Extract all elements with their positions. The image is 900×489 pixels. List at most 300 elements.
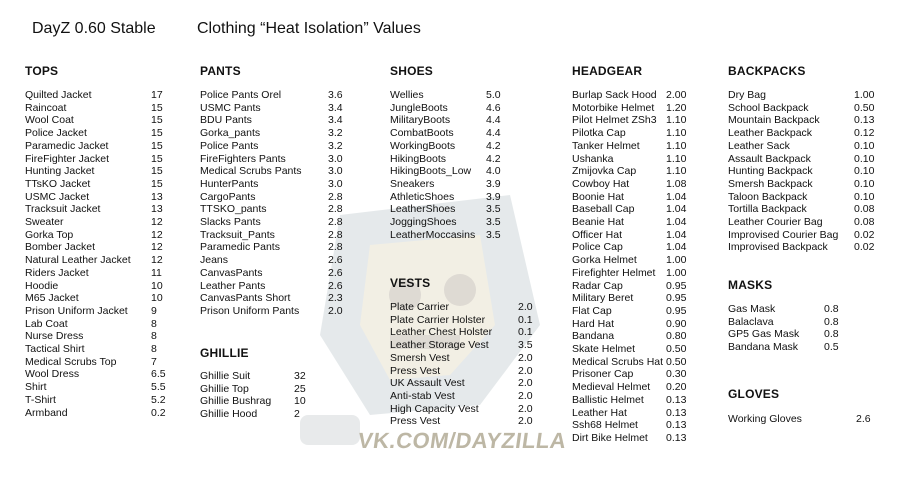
list-item xyxy=(25,153,175,166)
item-value: 0.10 xyxy=(854,152,875,165)
vests-list xyxy=(390,301,542,428)
list-item xyxy=(728,203,878,216)
item-name: CombatBoots xyxy=(390,127,454,140)
item-value: 1.08 xyxy=(666,177,687,190)
list-item xyxy=(390,153,510,166)
item-name: Cowboy Hat xyxy=(572,177,630,190)
item-value: 4.6 xyxy=(486,101,501,114)
item-name: Pilotka Cap xyxy=(572,127,626,140)
list-item xyxy=(200,191,352,204)
item-value: 2.0 xyxy=(518,364,533,377)
item-name: CanvasPants xyxy=(200,266,263,279)
item-name: Slacks Pants xyxy=(200,216,261,229)
list-item xyxy=(200,408,314,421)
item-value: 2.0 xyxy=(328,304,343,317)
item-name: Working Gloves xyxy=(728,413,802,425)
item-value: 2.8 xyxy=(328,241,343,254)
item-name: Sneakers xyxy=(390,177,435,190)
list-item xyxy=(390,326,542,339)
item-name: Jeans xyxy=(200,254,229,267)
item-name: Press Vest xyxy=(390,364,441,377)
list-item xyxy=(25,254,175,267)
list-item xyxy=(572,381,696,394)
list-item xyxy=(728,303,848,316)
item-value: 2.0 xyxy=(518,402,533,415)
item-name: WorkingBoots xyxy=(390,139,456,152)
list-item xyxy=(572,305,696,318)
list-item xyxy=(572,127,696,140)
item-value: 2 xyxy=(294,408,300,421)
list-item xyxy=(390,415,542,428)
item-name: Leather Sack xyxy=(728,139,790,152)
item-name: Armband xyxy=(25,406,68,419)
list-item xyxy=(728,191,878,204)
item-name: Prisoner Cap xyxy=(572,368,634,381)
list-item xyxy=(25,229,175,242)
item-name: Paramedic Jacket xyxy=(25,139,109,152)
item-name: Lab Coat xyxy=(25,317,68,330)
item-value: 0.08 xyxy=(854,216,875,229)
item-name: Hunting Backpack xyxy=(728,165,813,178)
list-item xyxy=(572,89,696,102)
item-name: Press Vest xyxy=(390,415,441,428)
item-name: Improvised Backpack xyxy=(728,241,828,254)
item-value: 2.8 xyxy=(328,228,343,241)
item-value: 3.5 xyxy=(486,216,501,229)
item-name: Bandana xyxy=(572,330,615,343)
item-value: 0.12 xyxy=(854,127,875,140)
list-item xyxy=(25,356,175,369)
list-item xyxy=(25,114,175,127)
item-name: Skate Helmet xyxy=(572,343,636,356)
section-title-shoes: SHOES xyxy=(390,64,434,78)
section-title-headgear: HEADGEAR xyxy=(572,64,643,78)
list-item xyxy=(200,370,314,383)
list-item xyxy=(200,292,352,305)
item-name: Shirt xyxy=(25,381,47,394)
list-item xyxy=(390,365,542,378)
shoes-list xyxy=(390,89,510,241)
item-name: Paramedic Pants xyxy=(200,241,280,254)
item-value: 1.10 xyxy=(666,165,687,178)
list-item xyxy=(200,254,352,267)
list-item xyxy=(200,305,352,318)
item-name: JungleBoots xyxy=(390,101,448,114)
list-item xyxy=(572,254,696,267)
item-value: 8 xyxy=(151,317,157,330)
item-name: Sweater xyxy=(25,216,64,229)
item-name: Police Pants Orel xyxy=(200,89,282,101)
item-value: 8 xyxy=(151,330,157,343)
item-name: CargoPants xyxy=(200,190,256,203)
item-value: 1.10 xyxy=(666,139,687,152)
item-name: Assault Backpack xyxy=(728,152,811,165)
item-value: 0.95 xyxy=(666,304,687,317)
list-item xyxy=(572,203,696,216)
item-name: School Backpack xyxy=(728,101,809,114)
list-item xyxy=(390,165,510,178)
list-item xyxy=(25,140,175,153)
item-name: Tracksuit Jacket xyxy=(25,203,101,216)
item-name: Gorka_pants xyxy=(200,127,261,140)
tops-list xyxy=(25,89,175,419)
list-item xyxy=(728,165,878,178)
item-name: Wool Coat xyxy=(25,114,74,127)
document-subtitle: Clothing “Heat Isolation” Values xyxy=(197,20,421,37)
item-name: Plate Carrier Holster xyxy=(390,313,486,326)
list-item xyxy=(200,114,352,127)
item-value: 1.10 xyxy=(666,127,687,140)
item-value: 0.8 xyxy=(824,328,839,341)
item-value: 2.0 xyxy=(518,415,533,428)
item-name: Firefighter Helmet xyxy=(572,266,656,279)
list-item xyxy=(728,216,878,229)
item-name: Wellies xyxy=(390,89,424,101)
item-name: Plate Carrier xyxy=(390,301,449,313)
list-item xyxy=(572,394,696,407)
item-value: 2.0 xyxy=(518,351,533,364)
item-value: 3.6 xyxy=(328,89,343,101)
section-title-backpacks: BACKPACKS xyxy=(728,64,806,78)
item-name: Ballistic Helmet xyxy=(572,393,644,406)
section-title-vests: VESTS xyxy=(390,276,431,290)
item-value: 0.90 xyxy=(666,317,687,330)
item-value: 4.4 xyxy=(486,114,501,127)
list-item xyxy=(390,229,510,242)
list-item xyxy=(572,191,696,204)
item-name: Nurse Dress xyxy=(25,330,84,343)
item-value: 3.4 xyxy=(328,101,343,114)
item-value: 0.50 xyxy=(666,343,687,356)
item-name: Leather Hat xyxy=(572,406,627,419)
item-name: Police Cap xyxy=(572,241,623,254)
item-value: 0.10 xyxy=(854,190,875,203)
list-item xyxy=(25,305,175,318)
item-value: 2.3 xyxy=(328,292,343,305)
list-item xyxy=(25,241,175,254)
item-name: Leather Chest Holster xyxy=(390,326,493,339)
list-item xyxy=(728,178,878,191)
list-item xyxy=(728,413,880,426)
item-value: 4.0 xyxy=(486,165,501,178)
item-value: 1.00 xyxy=(666,266,687,279)
item-name: LeatherShoes xyxy=(390,203,456,216)
item-name: Anti-stab Vest xyxy=(390,389,455,402)
item-name: Medical Scrubs Top xyxy=(25,355,117,368)
list-item xyxy=(572,165,696,178)
list-item xyxy=(25,127,175,140)
item-value: 15 xyxy=(151,152,163,165)
item-name: Zmijovka Cap xyxy=(572,165,637,178)
list-item xyxy=(200,153,352,166)
list-item xyxy=(572,419,696,432)
item-value: 0.10 xyxy=(854,139,875,152)
list-item xyxy=(572,229,696,242)
section-title-pants: PANTS xyxy=(200,64,241,78)
list-item xyxy=(390,314,542,327)
list-item xyxy=(390,403,542,416)
item-name: Military Beret xyxy=(572,292,634,305)
list-item xyxy=(25,292,175,305)
list-item xyxy=(572,153,696,166)
item-name: Dirt Bike Helmet xyxy=(572,431,648,444)
item-name: TTSKO_pants xyxy=(200,203,267,216)
item-value: 3.4 xyxy=(328,114,343,127)
item-name: Burlap Sack Hood xyxy=(572,89,657,101)
item-name: Bomber Jacket xyxy=(25,241,96,254)
item-value: 2.6 xyxy=(328,254,343,267)
item-name: M65 Jacket xyxy=(25,292,79,305)
item-name: Medieval Helmet xyxy=(572,381,651,394)
item-name: Leather Backpack xyxy=(728,127,813,140)
item-value: 6.5 xyxy=(151,368,166,381)
item-value: 4.2 xyxy=(486,139,501,152)
list-item xyxy=(200,395,314,408)
item-value: 0.95 xyxy=(666,292,687,305)
item-name: Boonie Hat xyxy=(572,190,624,203)
item-value: 15 xyxy=(151,127,163,140)
item-value: 4.4 xyxy=(486,127,501,140)
item-value: 2.6 xyxy=(328,266,343,279)
item-value: 0.50 xyxy=(854,101,875,114)
item-name: Tortilla Backpack xyxy=(728,203,807,216)
item-name: HikingBoots xyxy=(390,152,447,165)
list-item xyxy=(572,407,696,420)
document-title: DayZ 0.60 Stable xyxy=(32,20,156,37)
item-name: JoggingShoes xyxy=(390,216,457,229)
list-item xyxy=(25,216,175,229)
item-name: Gas Mask xyxy=(728,303,776,315)
list-item xyxy=(572,280,696,293)
item-value: 0.50 xyxy=(666,355,687,368)
item-value: 0.13 xyxy=(854,114,875,127)
item-value: 17 xyxy=(151,89,163,101)
item-value: 10 xyxy=(294,395,306,408)
item-value: 1.04 xyxy=(666,190,687,203)
item-value: 5.0 xyxy=(486,89,501,101)
item-name: FireFighters Pants xyxy=(200,152,286,165)
item-name: Police Pants xyxy=(200,139,259,152)
item-name: Gorka Top xyxy=(25,228,74,241)
list-item xyxy=(200,216,352,229)
list-item xyxy=(25,178,175,191)
item-name: MilitaryBoots xyxy=(390,114,451,127)
list-item xyxy=(25,368,175,381)
ghillie-list xyxy=(200,370,314,421)
item-name: BDU Pants xyxy=(200,114,252,127)
item-value: 0.13 xyxy=(666,393,687,406)
item-value: 11 xyxy=(151,266,162,279)
watermark-text: VK.COM/DAYZILLA xyxy=(356,428,569,453)
item-name: Tracksuit_Pants xyxy=(200,228,275,241)
item-name: Medical Scrubs Pants xyxy=(200,165,302,178)
list-item xyxy=(390,191,510,204)
list-item xyxy=(572,216,696,229)
item-value: 0.1 xyxy=(518,326,533,339)
item-name: Natural Leather Jacket xyxy=(25,254,131,267)
item-name: Baseball Cap xyxy=(572,203,635,216)
item-value: 2.6 xyxy=(328,279,343,292)
list-item xyxy=(728,127,878,140)
item-value: 12 xyxy=(151,228,163,241)
list-item xyxy=(390,178,510,191)
item-value: 2.8 xyxy=(328,216,343,229)
item-value: 15 xyxy=(151,139,163,152)
item-value: 3.5 xyxy=(518,339,533,352)
item-name: USMC Jacket xyxy=(25,190,90,203)
list-item xyxy=(572,343,696,356)
list-item xyxy=(390,216,510,229)
item-name: Bandana Mask xyxy=(728,341,799,354)
item-value: 1.04 xyxy=(666,241,687,254)
item-name: LeatherMoccasins xyxy=(390,228,476,241)
item-value: 9 xyxy=(151,304,157,317)
item-name: TTsKO Jacket xyxy=(25,177,91,190)
item-name: Police Jacket xyxy=(25,127,87,140)
list-item xyxy=(390,352,542,365)
list-item xyxy=(200,165,352,178)
item-name: Motorbike Helmet xyxy=(572,101,655,114)
item-value: 12 xyxy=(151,216,163,229)
item-value: 3.0 xyxy=(328,152,343,165)
item-value: 3.2 xyxy=(328,139,343,152)
item-name: Beanie Hat xyxy=(572,216,624,229)
list-item xyxy=(728,229,878,242)
list-item xyxy=(390,203,510,216)
list-item xyxy=(200,102,352,115)
item-value: 13 xyxy=(151,203,163,216)
item-value: 3.0 xyxy=(328,177,343,190)
list-item xyxy=(200,178,352,191)
list-item xyxy=(728,153,878,166)
item-name: Leather Pants xyxy=(200,279,266,292)
list-item xyxy=(200,267,352,280)
item-value: 1.04 xyxy=(666,228,687,241)
list-item xyxy=(25,318,175,331)
item-name: USMC Pants xyxy=(200,101,261,114)
list-item xyxy=(390,301,542,314)
item-name: Dry Bag xyxy=(728,89,766,101)
item-value: 2.8 xyxy=(328,203,343,216)
item-value: 3.9 xyxy=(486,177,501,190)
item-value: 0.02 xyxy=(854,241,875,254)
item-value: 3.5 xyxy=(486,228,501,241)
list-item xyxy=(25,330,175,343)
item-value: 12 xyxy=(151,241,163,254)
item-value: 0.8 xyxy=(824,303,839,315)
list-item xyxy=(728,341,848,354)
list-item xyxy=(25,280,175,293)
list-item xyxy=(390,140,510,153)
list-item xyxy=(25,267,175,280)
backpacks-list xyxy=(728,89,878,254)
item-value: 13 xyxy=(151,190,163,203)
item-name: HunterPants xyxy=(200,177,259,190)
list-item xyxy=(25,394,175,407)
list-item xyxy=(728,316,848,329)
list-item xyxy=(200,89,352,102)
item-value: 12 xyxy=(151,254,163,267)
item-name: Improvised Courier Bag xyxy=(728,228,839,241)
item-name: Wool Dress xyxy=(25,368,80,381)
section-title-masks: MASKS xyxy=(728,278,773,292)
list-item xyxy=(200,241,352,254)
item-name: Ghillie Bushrag xyxy=(200,395,272,408)
item-value: 0.13 xyxy=(666,419,687,432)
item-name: Hunting Jacket xyxy=(25,165,95,178)
list-item xyxy=(25,203,175,216)
list-item xyxy=(572,318,696,331)
item-value: 0.5 xyxy=(824,341,839,354)
list-item xyxy=(728,89,878,102)
pants-list xyxy=(200,89,352,318)
item-value: 0.13 xyxy=(666,431,687,444)
item-name: Flat Cap xyxy=(572,304,612,317)
list-item xyxy=(25,407,175,420)
item-name: Pilot Helmet ZSh3 xyxy=(572,114,657,127)
item-value: 0.08 xyxy=(854,203,875,216)
item-value: 1.10 xyxy=(666,152,687,165)
list-item xyxy=(572,330,696,343)
item-value: 0.10 xyxy=(854,177,875,190)
list-item xyxy=(25,89,175,102)
item-name: Gorka Helmet xyxy=(572,254,637,267)
item-value: 1.00 xyxy=(854,89,875,101)
item-value: 0.10 xyxy=(854,165,875,178)
list-item xyxy=(728,140,878,153)
item-name: Riders Jacket xyxy=(25,266,89,279)
item-value: 32 xyxy=(294,370,306,382)
item-value: 10 xyxy=(151,292,163,305)
list-item xyxy=(572,140,696,153)
item-name: Leather Storage Vest xyxy=(390,339,489,352)
item-name: Ushanka xyxy=(572,152,614,165)
item-value: 2.6 xyxy=(856,413,871,425)
list-item xyxy=(25,191,175,204)
item-value: 10 xyxy=(151,279,163,292)
item-value: 8 xyxy=(151,343,157,356)
list-item xyxy=(200,383,314,396)
item-name: Mountain Backpack xyxy=(728,114,820,127)
item-value: 0.02 xyxy=(854,228,875,241)
item-value: 0.30 xyxy=(666,368,687,381)
list-item xyxy=(390,114,510,127)
item-name: High Capacity Vest xyxy=(390,402,479,415)
item-value: 0.8 xyxy=(824,315,839,328)
item-value: 1.20 xyxy=(666,101,687,114)
list-item xyxy=(200,127,352,140)
item-value: 0.13 xyxy=(666,406,687,419)
item-name: Prison Uniform Jacket xyxy=(25,304,128,317)
item-value: 0.2 xyxy=(151,406,166,419)
gloves-list xyxy=(728,413,880,426)
item-value: 2.0 xyxy=(518,389,533,402)
item-value: 1.10 xyxy=(666,114,687,127)
list-item xyxy=(25,102,175,115)
list-item xyxy=(572,241,696,254)
item-name: AthleticShoes xyxy=(390,190,455,203)
item-name: Balaclava xyxy=(728,315,774,328)
list-item xyxy=(728,102,878,115)
item-value: 3.0 xyxy=(328,165,343,178)
item-name: Raincoat xyxy=(25,101,67,114)
masks-list xyxy=(728,303,848,354)
list-item xyxy=(200,280,352,293)
section-title-ghillie: GHILLIE xyxy=(200,346,249,360)
item-value: 15 xyxy=(151,177,163,190)
item-name: Quilted Jacket xyxy=(25,89,92,101)
item-name: Leather Courier Bag xyxy=(728,216,823,229)
